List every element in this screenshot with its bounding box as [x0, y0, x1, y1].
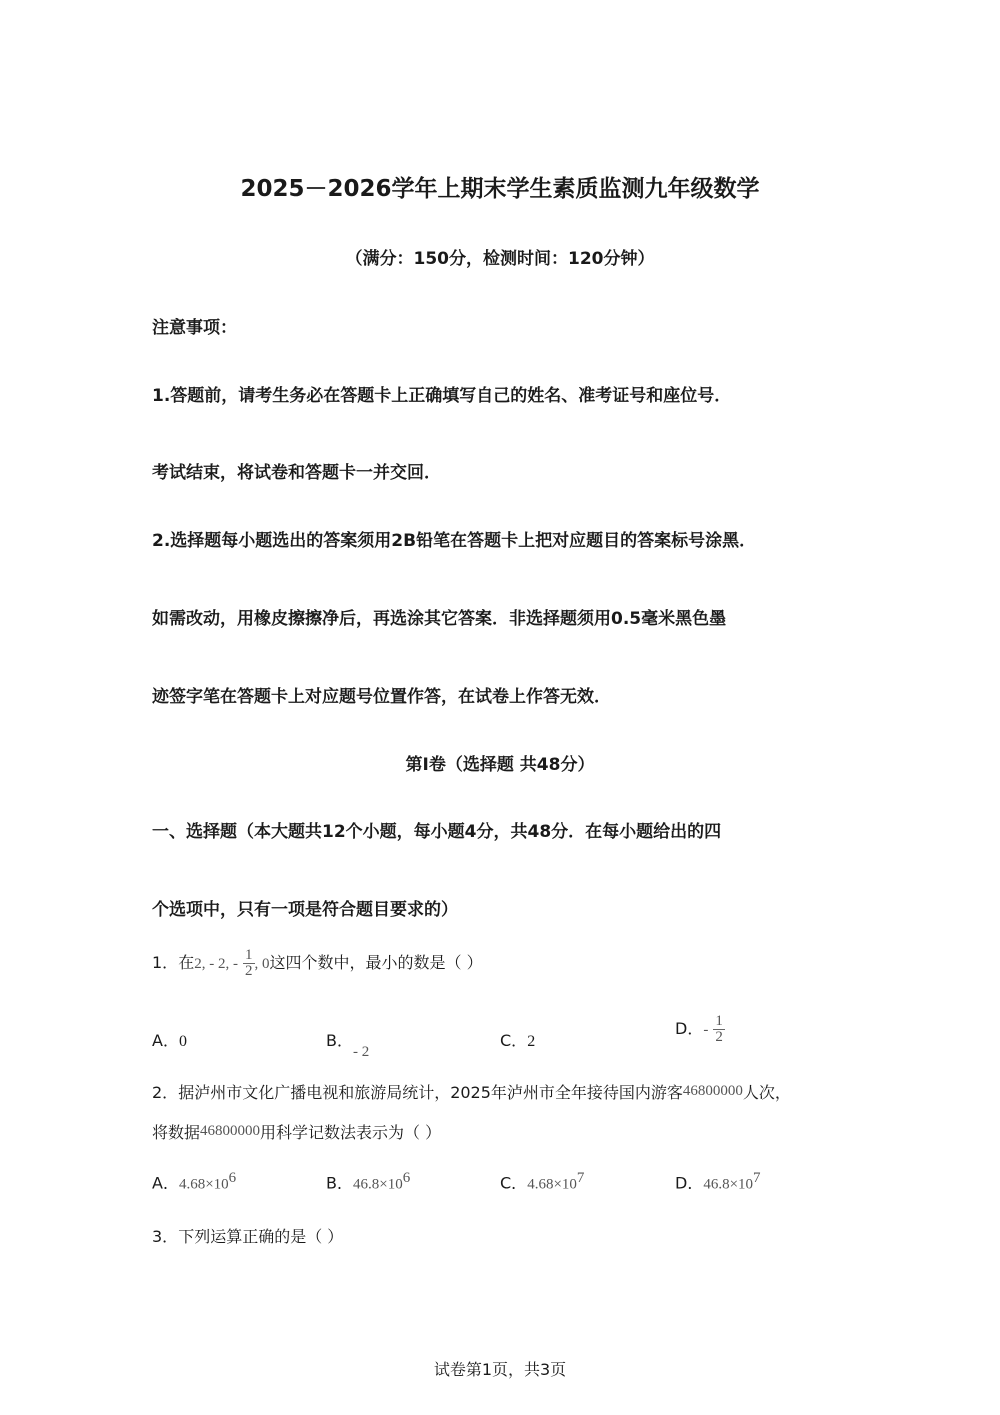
option-b[interactable]: B．- 2: [326, 1031, 370, 1060]
question-text: 这四个数中，最小的数是（ ）: [269, 953, 483, 972]
question-3: [152, 1224, 343, 1247]
page-title: 2025－2026学年上期末学生素质监测九年级数学: [240, 176, 760, 202]
page-subtitle: （满分：150分，检测时间：120分钟）: [345, 249, 655, 269]
notice-line-4: 如需改动，用橡皮擦擦净后，再选涂其它答案．非选择题须用0.5毫米黑色墨: [152, 609, 727, 629]
question-2-line-1: 2．据泸州市文化广播电视和旅游局统计，2025年泸州市全年接待国内游客46800000人次，: [152, 1083, 791, 1102]
notice-heading: 注意事项：: [152, 318, 237, 338]
option-d[interactable]: D．$46.8\times 10^7$: [675, 1170, 761, 1193]
option-d[interactable]: D．- $\frac{1}{2}$: [675, 1013, 723, 1045]
section-title: 第Ⅰ卷（选择题 共48分）: [405, 755, 595, 775]
section-instruction-1: 一、选择题（本大题共12个小题，每小题4分，共48分．在每小题给出的四: [152, 822, 722, 842]
option-c[interactable]: C．$4.68\times 10^7$: [500, 1170, 585, 1193]
fraction: $\frac{1}{2}$: [715, 1013, 723, 1045]
option-c[interactable]: C．2: [500, 1031, 536, 1050]
question-text: 下列运算正确的是（ ）: [178, 1227, 344, 1246]
math-expression: 2, - 2, -: [194, 956, 238, 972]
question-2-line-2: 将数据46800000用科学记数法表示为（ ）: [152, 1123, 442, 1142]
page-footer: 试卷第1页，共3页: [433, 1360, 567, 1379]
notice-line-1: 1.答题前，请考生务必在答题卡上正确填写自己的姓名、准考证号和座位号．: [152, 386, 732, 406]
fraction: $\frac{1}{2}$: [245, 947, 253, 979]
question-number: 2．: [152, 1083, 179, 1102]
question-text: 在: [178, 953, 195, 972]
math-expression: , 0: [254, 956, 270, 972]
section-instruction-2: 个选项中，只有一项是符合题目要求的）: [152, 900, 458, 920]
question-1: [152, 948, 483, 979]
notice-line-5: 迹签字笔在答题卡上对应题号位置作答，在试卷上作答无效．: [152, 687, 611, 707]
option-a[interactable]: A．0: [152, 1031, 187, 1050]
notice-line-2: 考试结束，将试卷和答题卡一并交回．: [152, 463, 441, 483]
notice-line-3: 2.选择题每小题选出的答案须用2B铅笔在答题卡上把对应题目的答案标号涂黑．: [152, 531, 757, 551]
question-number: 3．: [152, 1227, 179, 1246]
math-number: 46800000: [682, 1083, 743, 1099]
math-number: 46800000: [200, 1123, 261, 1139]
question-number: 1．: [152, 953, 179, 972]
option-b[interactable]: B．$46.8\times 10^6$: [326, 1170, 411, 1193]
option-a[interactable]: A．$4.68\times 10^6$: [152, 1170, 237, 1193]
